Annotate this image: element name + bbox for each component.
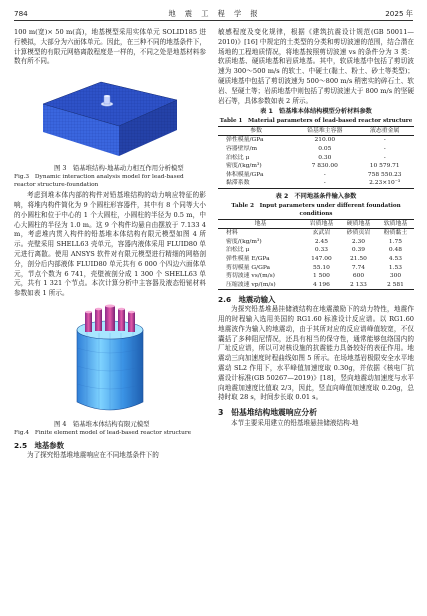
table-header: 铅基堆主容器 (307, 127, 343, 134)
page-number: 784 (14, 9, 28, 18)
table-row: 黏滞系数 - 2.23×10⁻³ (218, 179, 414, 188)
section-3-paragraph: 本节主要采用建立的铅基堆悬挂储液结构-地 (231, 419, 359, 428)
table-row: 弹性模量/GPa 210.00 - (226, 137, 386, 144)
table-1-caption-en: Table 1 Material parameters of lead-based reactor structure (219, 117, 413, 124)
table-row: 密度/(kg/m³) 2.45 2.30 1.75 (226, 238, 403, 245)
table-header: 参数 (250, 127, 262, 134)
table-row: 容器壁厚/m 0.05 - (226, 146, 386, 153)
foundation-paragraph: 敏感程度及变化规律，根据《建筑抗震设计规范(GB 50011—2010)》[16] 中规定的土类型的分类和剪切波速的范围，结合潜在场地的工程地质情况，将地基按照剪切波速 vs 的条件分为 3 类：软质地基、硬质地基和岩质地基。其中，软质地基中包括了剪切波速为 300～500 m/s 的软土、中硬土(黏土、粉土、砂土等类型)；硬质地基中包括了剪切波速为 500～800 m/s 稍密实的碎石土、软岩、坚硬土等；岩质地基中则包括了剪切波速大于 800 m/s 的坚硬岩石等，具体参数如表 2 所示。 (218, 28, 414, 105)
figure-4-caption: 图 4 铅基堆本体结构有限元模型 (54, 419, 150, 428)
table-1 (218, 126, 414, 189)
reactor-fe-model-image (67, 302, 153, 418)
right-column (218, 28, 414, 612)
table-row: 泊松比 μ 0.33 0.39 0.48 (226, 247, 403, 254)
section-3-heading: 3 铅基堆结构地震响应分析 (218, 408, 317, 418)
table-row: 剪切模量 G/GPa 55.10 7.74 1.53 (226, 264, 403, 271)
table-header: 岩质地基 (309, 220, 334, 227)
figure-3-caption-en: Fig.3 Dynamic interaction analysis model for lead-based reactor structure-foundation (14, 174, 184, 189)
table-row: 弹性模量 E/GPa 147.00 21.50 4.53 (226, 255, 403, 262)
table-row: 剪切波速 vs/(m/s) 1 500 600 300 (226, 273, 402, 280)
soil-structure-mesh-image (35, 70, 185, 162)
table-row: 体积模量/GPa - 758 550.23 (226, 171, 402, 178)
model-paragraph: 考虑到堆本体内部的构件对铅基堆结构的动力响应特征的影响，将堆内构件简化为 9 个圆柱形容器件，其中有 8 个同等大小的小圆柱和位于中心的 1 个大圆柱，小圆柱的半径为 0.5 m，中心大圆柱的半径为 1.0 m。这 9 个构件均悬自由摆放于 7.133 4 m，考虑堆内贯入构件的铅基堆本体结构有限元模型如图 4 所示。壳壁采用 SHELL63 壳单元，容器内液体采用 FLUID80 单元进行离散。使用 ANSYS 软件对有限元模型进行精细的网格剖分，剖分后内部液体 FLUID80 单元共有 6 000 个四边六面体单元，节点个数为 6 741，壳壁被剖分成 1 300 个 SHELL63 单元，共有 1 321 个节点。本次计算分析中主容器及液态铅铋材料参数如表 1 所示。 (14, 191, 206, 298)
table-row: 泊松比 μ 0.30 - (226, 154, 386, 161)
left-column (14, 28, 206, 612)
table-header: 软质地基 (383, 220, 408, 227)
table-2-caption: 表 2 不同地基条件输入参数 (275, 193, 357, 201)
intro-paragraph: 100 m(宽)× 50 m(高)，地基模型采用实体单元 SOLID185 进行模拟，大部分为六面体单元。因此，在三种不同的地基条件下，计算模型的有限元网格离散程度是一样的，不同之处是地基材料参数有所不同。 (14, 28, 206, 66)
section-2-6-heading: 2.6 地震动输入 (218, 295, 276, 305)
table-row: 密度/(kg/m³) 7 830.00 10 579.71 (226, 163, 400, 170)
table-1-caption: 表 1 铅基堆本体结构模型分析材料参数 (260, 108, 372, 116)
page-header (14, 7, 413, 21)
figure-4 (14, 302, 206, 437)
issue-year: 2025 年 (385, 9, 413, 18)
table-header: 硬质地基 (346, 220, 371, 227)
table-2-caption-en: Table 2 Input parameters under different foundation conditions (231, 202, 401, 217)
figure-3 (14, 70, 206, 189)
journal-name: 地 震 工 程 学 报 (168, 9, 259, 18)
section-2-5-paragraph: 为了探究铅基堆地震响应在不同地基条件下的 (27, 450, 159, 459)
table-header: 地基 (254, 220, 267, 227)
table-2 (218, 219, 414, 291)
table-row: 材料 玄武岩 砂质页岩 粉质黏土 (226, 230, 408, 237)
section-2-5-heading: 2.5 地基参数 (14, 440, 65, 450)
section-2-6-paragraph: 为探究铅基堆悬挂储液结构在地震激励下的动力特性，地震作用的时程输入选用美国的 RG1.60 标准设计反应谱。以 RG1.60 地震波作为输入的地震动，由于其所对应的反应谱峰值较宽，不仅囊括了多种阻尼情况，还具有相当的保守性，通常能够包络国内的厂址反应谱，所以可对核设施的抗震能力具备较好的表征作用。地震动三向加速度时程曲线如图 5 所示。在场地基岩极限安全水平地震动 SL2 作用下，水平峰值加速度取 0.30g，并依据《核电厂抗震设计标准(GB 50267—2019)》[18]，竖向地震动加速度与水平向地震加速度比值取 2/3，因此，竖直向峰值加速度取 0.20g，总持时取 28 s，时间步长取 0.01 s。 (218, 305, 414, 402)
figure-3-caption: 图 3 铅基堆结构-地基动力相互作用分析模型 (54, 164, 184, 173)
table-row: 压缩波速 vp/(m/s) 4 196 2 133 2 581 (218, 281, 414, 290)
table-header: 液态重金属 (369, 127, 400, 134)
figure-4-caption-en: Fig.4 Finite element model of lead-based reactor structure (14, 429, 192, 436)
